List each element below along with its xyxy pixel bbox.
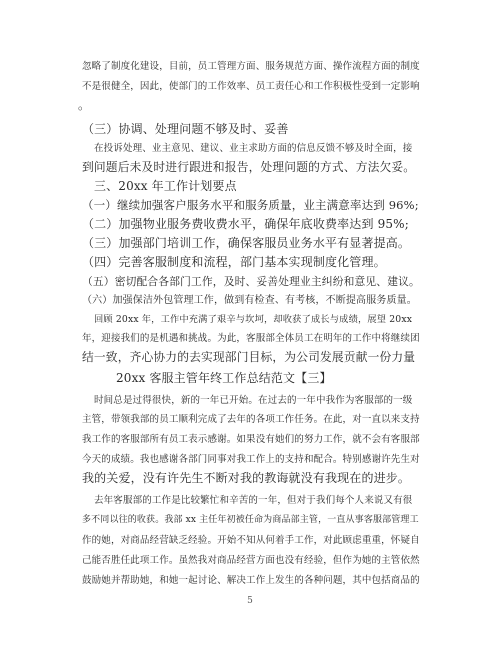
text-line: 去年客服部的工作是比较繁忙和辛苦的一年，但对于我们每个人来说又有很 [94, 495, 413, 506]
text-line: 主管，带领我部的员工顺利完成了去年的各项工作任务。在此，对一直以来支持 [82, 414, 420, 425]
text-line: 回顾 20xx 年，工作中充满了艰辛与坎坷，却收获了成长与成绩，展望 20xx [94, 314, 413, 325]
text-line: 年，迎接我们的是机遇和挑战。为此，客服部全体员工在明年的工作中将继续团 [82, 333, 420, 344]
page-number: 5 [247, 596, 253, 606]
text-line: 鼓励她并帮助她，和她一起讨论、解决工作上发生的各种问题，其中包括商品的 [82, 575, 420, 586]
list-item: （四）完善客服制度和流程，部门基本实现制度化管理。 [82, 255, 386, 269]
list-item: （二）加强物业服务费收费水平，确保年底收费率达到 95%; [82, 217, 409, 231]
text-line: 作的她，对商品经营缺乏经验。开始不知从何着手工作，对此顾虑重重，怀疑自 [82, 535, 420, 546]
text-line: 己能否胜任此项工作。虽然我对商品经营方面也没有经验，但作为她的主管依然 [82, 555, 420, 566]
text-line: 。 [78, 98, 91, 112]
section-title: 20xx 客服主管年终工作总结范文【三】 [116, 371, 332, 385]
list-item: （一）继续加强客户服务水平和服务质量，业主满意率达到 96%; [82, 198, 419, 212]
text-line: 不是很健全，因此，使部门的工作效率、员工责任心和工作积极性受到一定影响 [82, 81, 420, 92]
list-item: （六）加强保洁外包管理工作，做到有检查、有考核，不断提高服务质量。 [82, 295, 417, 306]
text-line: 在投诉处理、业主意见、建议、业主求助方面的信息反馈不够及时全面，接 [94, 143, 413, 154]
section-heading: 三、20xx 年工作计划要点 [94, 179, 237, 193]
text-line: 到问题后未及时进行跟进和报告，处理问题的方式、方法欠妥。 [82, 160, 416, 174]
text-line: 我工作的客服部所有员工表示感谢。如果没有她们的努力工作，就不会有客服部 [82, 434, 420, 445]
section-heading: （三）协调、处理问题不够及时、妥善 [82, 122, 289, 136]
text-line: 时间总是过得很快，新的一年已开始。在过去的一年中我作为客服部的一级 [94, 395, 413, 406]
text-line: 结一致，齐心协力的去实现部门目标，为公司发展贡献一份力量 [82, 350, 416, 364]
text-line: 我的关爱，没有许先生不断对我的教诲就没有我现在的进步。 [82, 471, 411, 485]
text-line: 忽略了制度化建设，目前，员工管理方面、服务规范方面、操作流程方面的制度 [82, 61, 420, 72]
text-line: 多不同以往的收获。我部 xx 主任年初被任命为商品部主管，一直从事客服部管理工 [82, 515, 419, 525]
text-line: 今天的成绩。我也感谢各部门同事对我工作上的支持和配合。特别感谢许先生对 [82, 454, 420, 465]
list-item: （三）加强部门培训工作，确保客服员业务水平有显著提高。 [82, 236, 411, 250]
list-item: （五）密切配合各部门工作，及时、妥善处理业主纠纷和意见、建议。 [82, 275, 420, 288]
